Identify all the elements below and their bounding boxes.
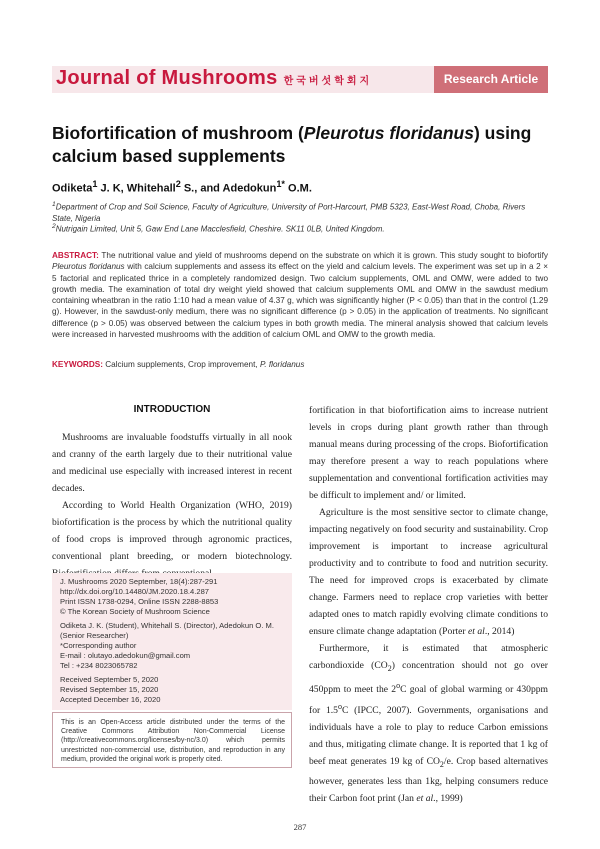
right-paragraph-1: fortification in that biofortification aims to increase nutrient levels in crops during plant growth rather than through manual means during processing of the crops. Biofortification may therefore present a way to reach populations where supplementation and conventional fortification activities may be difficult to implement and/ or limited.	[309, 405, 548, 501]
author-3-initials: O.M.	[284, 182, 312, 195]
right-paragraph-2	[309, 504, 548, 640]
accepted-date: Accepted December 16, 2020	[60, 695, 161, 704]
title-part-2: ) using	[473, 123, 532, 143]
author-3-sup: 1*	[276, 179, 285, 189]
right-p3-degree-1: o	[396, 680, 401, 690]
author-1: Odiketa	[52, 182, 93, 195]
corresponding-author-label: *Corresponding author	[60, 641, 137, 650]
article-type-badge: Research Article	[434, 66, 548, 93]
abstract	[52, 250, 548, 340]
right-p3-text-d: C (IPCC, 2007). Governments, organisations and individuals have a role to play to reduce Carbon emissions and thus, mitigating climate change. It is reported that 1 kg of beef meat generates 19 kg of CO	[309, 705, 548, 768]
received-date: Received September 5, 2020	[60, 675, 159, 684]
abstract-text-1: The nutritional value and yield of mushrooms depend on the substrate on which it is grown. This study sought to biofortify	[98, 251, 548, 260]
journal-title: Journal of Mushrooms	[56, 67, 278, 89]
right-p3-sub-2: 2	[439, 760, 444, 770]
left-column	[52, 400, 292, 582]
right-p2-text-a: Agriculture is the most sensitive sector to climate change, impacting negatively on food security and sustainability. Crop improvement is important to increase agricultural productivity and to contribute to food and nutrition security. The need for improved crops is exacerbated by climate change. Farmers need to replace crop varieties with better adapted ones to match rapidly evolving climate conditions to ensure climate change adaptation (Porter	[309, 507, 548, 637]
right-p3-text-a: Furthermore, it is estimated that atmospheric carbondioxide (CO	[309, 643, 548, 671]
author-roles: Odiketa J. K. (Student), Whitehall S. (Director), Adedokun O. M. (Senior Researcher)	[60, 621, 274, 640]
author-2-sup: 2	[175, 179, 181, 189]
title-part-1: Biofortification of mushroom (	[52, 123, 304, 143]
affiliation-2	[52, 221, 548, 235]
journal-header	[52, 66, 548, 93]
title-part-3: calcium based supplements	[52, 146, 286, 166]
license-text: This is an Open-Access article distributed under the terms of the Creative Commons Attribution Non-Commercial License (http://creativecommons.org/licenses/by-nc/3.0) which permits unrestricted non-commercial use, distribution, and reproduction in any medium, provided the original work is properly cited.	[61, 719, 285, 763]
article-info-text	[60, 577, 288, 705]
citation-line: J. Mushrooms 2020 September, 18(4):287-291	[60, 577, 218, 586]
issn-line: Print ISSN 1738-0294, Online ISSN 2288-8853	[60, 597, 219, 606]
intro-paragraph-1: Mushrooms are invaluable foodstuffs virtually in all nook and cranny of the earth largely due to their nutritional value and medicinal use especially with increased interest in recent decades.	[52, 432, 292, 494]
keywords-label: KEYWORDS:	[52, 360, 103, 369]
right-column	[309, 402, 548, 807]
keywords-text: Calcium supplements, Crop improvement,	[102, 360, 260, 369]
journal-name	[56, 67, 372, 90]
page-number: 287	[293, 822, 307, 832]
author-list	[52, 179, 312, 195]
right-p3-sub-1: 2	[387, 663, 392, 673]
affiliation-1-text: Department of Crop and Soil Science, Faculty of Agriculture, University of Port-Harcourt, PMB 5323, East-West Road, Choba, Rivers State, Nigeria	[52, 202, 526, 223]
author-1-sup: 1	[92, 179, 98, 189]
affiliation-1-sup: 1	[52, 201, 56, 208]
right-p3-text-e: /e. Crop based alternatives however, generates less than 1kg, helping consumers reduce their Carbon foot print (Jan	[309, 756, 548, 805]
affiliation-1	[52, 199, 548, 224]
doi-link[interactable]: http://dx.doi.org/10.14480/JM.2020.18.4.287	[60, 587, 210, 596]
right-paragraph-3	[309, 640, 548, 807]
intro-paragraph-2: According to World Health Organization (WHO, 2019) biofortification is the process by which the nutritional quality of food crops is improved through agronomic practices, conventional plant breeding, or modern biotechnology.	[52, 500, 292, 562]
right-p3-text-f: ., 1999)	[433, 793, 463, 805]
right-p2-text-b: ., 2014)	[484, 626, 515, 637]
keywords	[52, 360, 304, 369]
keywords-species: P. floridanus	[259, 360, 305, 369]
author-2: Whitehall	[126, 182, 176, 195]
section-heading-introduction: INTRODUCTION	[133, 404, 211, 415]
title-species: Pleurotus floridanus	[303, 123, 474, 143]
journal-korean-name: 한국버섯학회지	[283, 76, 373, 87]
affiliation-2-text: Nutrigain Limited, Unit 5, Gaw End Lane Macclesfield, Cheshire. SK11 0LB, United Kingdom.	[55, 224, 385, 234]
email-line[interactable]: E-mail : olutayo.adedokun@gmail.com	[60, 651, 191, 660]
right-p3-etal: et al	[416, 793, 434, 805]
right-p3-text-c: C goal of global warming or 430ppm for 1.5	[309, 684, 548, 717]
license-box	[52, 712, 292, 768]
right-p3-degree-2: o	[337, 702, 342, 712]
revised-date: Revised September 15, 2020	[60, 685, 159, 694]
telephone-line: Tel : +234 8023065782	[60, 661, 138, 670]
author-1-initials: J. K,	[97, 182, 127, 195]
right-p3-text-b: ) concentration should not go over 450ppm to meet the 2	[309, 660, 548, 696]
author-3: Adedokun	[222, 182, 277, 195]
abstract-text-2: with calcium supplements and assess its effect on the yield and calcium levels. The experiment was set up in a 2 × 5 factorial and replicated thrice in a completely randomized design. Two calcium supplements, OML and OMW, were added to two growth media. The examination of total dry weight yield showed that calcium supplements OML and OMW in the sawdust medium containing wheatbran in the ratio 1:10 had a mean value of 4.37 g, which was significantly higher (P < 0.05) than that in the control (1.29 g). However, in the sawdust-only medium, there was no significant difference (p > 0.05) in the application of treatments. No significant difference (p > 0.05) was observed between the calcium types in both growth media. The mineral analysis showed that calcium levels were increased in harvested mushrooms with the addition of calcium OML and OMW to the growth media.	[52, 262, 549, 340]
abstract-species: Pleurotus floridanus	[52, 262, 125, 272]
author-2-initials: S., and	[180, 182, 223, 195]
abstract-label: ABSTRACT:	[52, 251, 99, 260]
article-title	[52, 122, 532, 168]
copyright-line: © The Korean Society of Mushroom Science	[60, 607, 210, 616]
right-p2-etal: et al	[468, 626, 485, 637]
affiliation-2-sup: 2	[52, 223, 56, 230]
article-info-box	[52, 573, 292, 710]
